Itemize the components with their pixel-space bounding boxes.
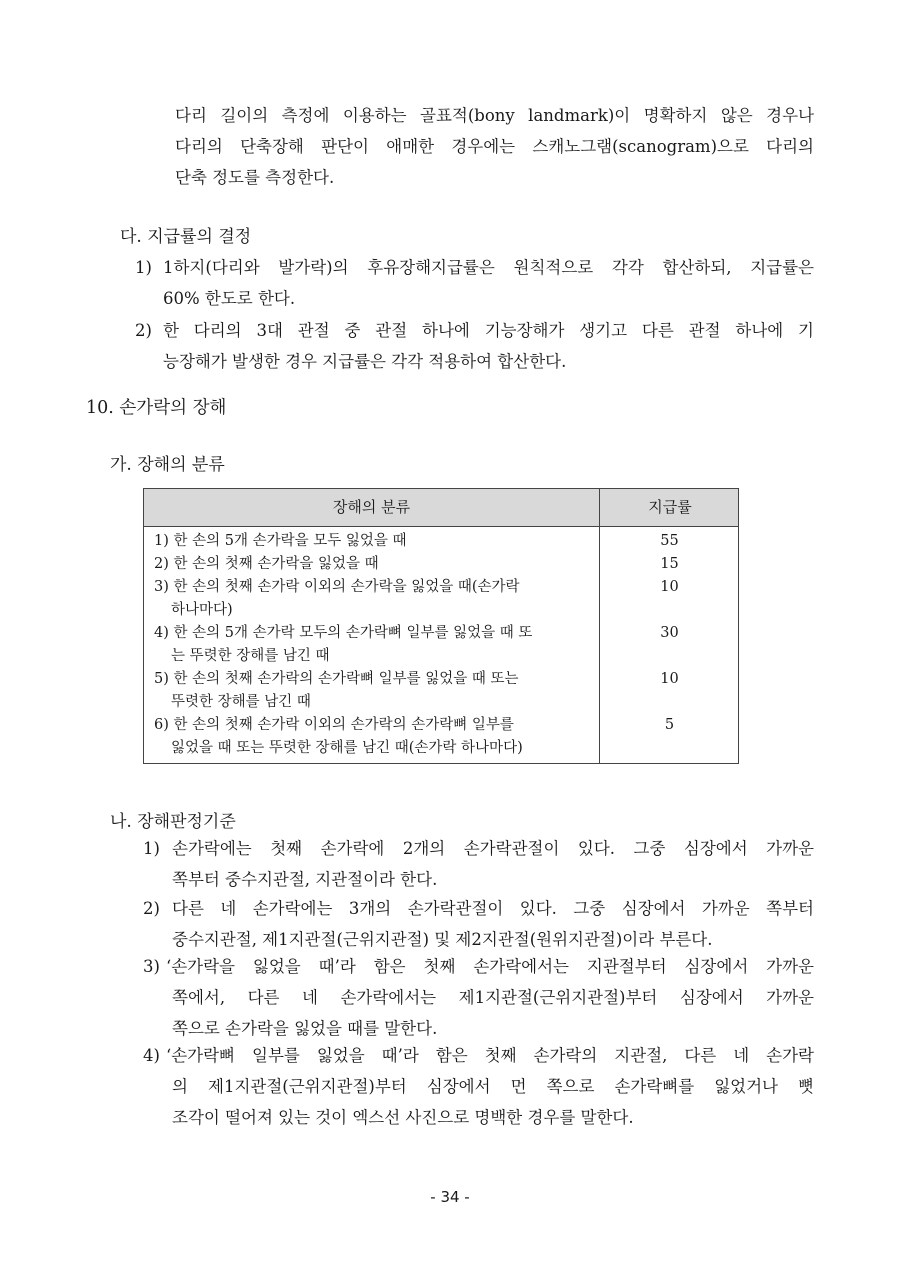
intro-paragraph (175, 100, 814, 193)
item-line: 한 다리의 3대 관절 중 관절 하나에 기능장해가 생기고 다른 관절 하나에 기 (163, 321, 814, 340)
intro-line: 다리 길이의 측정에 이용하는 골표적(bony landmark)이 명확하지 않은 경우나 (175, 106, 814, 125)
row-line: 2) 한 손의 첫째 손가락을 잃었을 때 (154, 556, 379, 572)
intro-line: 단축 정도를 측정한다. (175, 168, 335, 187)
section-na-item (172, 893, 814, 955)
section-na-item (166, 951, 814, 1044)
section-na-item-num: 2) (143, 899, 160, 918)
table-row (144, 553, 738, 576)
row-line: 4) 한 손의 5개 손가락 모두의 손가락뼈 일부를 잃었을 때 또 (154, 625, 533, 641)
section-da-item (163, 252, 814, 314)
section-na-item-num: 1) (143, 839, 160, 858)
table-row (144, 576, 738, 622)
item-line: 중수지관절, 제1지관절(근위지관절) 및 제2지관절(원위지관절)이라 부른다. (172, 930, 713, 949)
row-line: 뚜렷한 장해를 남긴 때 (171, 694, 311, 710)
row-description (154, 530, 596, 553)
table-row (144, 530, 738, 553)
classification-table (143, 488, 739, 764)
section-da-item (163, 315, 814, 377)
item-line: 쪽부터 중수지관절, 지관절이라 한다. (172, 870, 438, 889)
section-da-item-num: 1) (135, 258, 152, 277)
item-line: 60% 한도로 한다. (163, 289, 296, 308)
row-line: 하나마다) (171, 602, 233, 618)
table-row (144, 622, 738, 668)
row-line: 잃었을 때 또는 뚜렷한 장해를 남긴 때(손가락 하나마다) (171, 740, 523, 756)
row-rate: 55 (660, 533, 679, 549)
section-na-item-num: 4) (143, 1046, 160, 1065)
section-ga-heading: 가. 장해의 분류 (110, 455, 225, 475)
item-line: 의 제1지관절(근위지관절)부터 심장에서 먼 쪽으로 손가락뼈를 잃었거나 뼛 (172, 1077, 814, 1096)
table-row (144, 668, 738, 714)
page-number: - 34 - (430, 1188, 470, 1206)
section-na-item-num: 3) (143, 957, 160, 976)
section-na-item (166, 1040, 814, 1133)
item-line: ‘손가락을 잃었을 때’라 함은 첫째 손가락에서는 지관절부터 심장에서 가까운 (166, 957, 814, 976)
row-description (154, 668, 596, 714)
row-rate: 15 (660, 556, 679, 572)
section-na-item (172, 833, 814, 895)
item-line: 능장해가 발생한 경우 지급률은 각각 적용하여 합산한다. (163, 352, 567, 371)
table-body (144, 526, 738, 760)
item-line: 손가락에는 첫째 손가락에 2개의 손가락관절이 있다. 그중 심장에서 가까운 (172, 839, 814, 858)
item-line: 조각이 떨어져 있는 것이 엑스선 사진으로 명백한 경우를 말한다. (172, 1108, 634, 1127)
section-da-item-num: 2) (135, 321, 152, 340)
section-da-heading: 다. 지급률의 결정 (120, 227, 252, 247)
item-line: 1하지(다리와 발가락)의 후유장해지급률은 원칙적으로 각각 합산하되, 지급률은 (163, 258, 814, 277)
row-description (154, 622, 596, 668)
intro-line: 다리의 단축장해 판단이 애매한 경우에는 스캐노그램(scanogram)으로 다리의 (175, 137, 814, 156)
row-rate: 5 (664, 717, 675, 733)
row-description (154, 714, 596, 760)
row-description (154, 576, 596, 622)
item-line: 다른 네 손가락에는 3개의 손가락관절이 있다. 그중 심장에서 가까운 쪽부터 (172, 899, 814, 918)
item-line: 쪽에서, 다른 네 손가락에서는 제1지관절(근위지관절)부터 심장에서 가까운 (172, 988, 814, 1007)
row-description (154, 553, 596, 576)
row-rate: 30 (660, 625, 679, 641)
table-header-classification: 장해의 분류 (332, 498, 411, 516)
table-header-rate: 지급률 (648, 498, 692, 516)
item-line: ‘손가락뼈 일부를 잃었을 때’라 함은 첫째 손가락의 지관절, 다른 네 손가락 (166, 1046, 814, 1065)
row-line: 1) 한 손의 5개 손가락을 모두 잃었을 때 (154, 533, 407, 549)
section-10-heading: 10. 손가락의 장해 (86, 398, 227, 418)
row-line: 5) 한 손의 첫째 손가락의 손가락뼈 일부를 잃었을 때 또는 (154, 671, 519, 687)
row-line: 6) 한 손의 첫째 손가락 이외의 손가락의 손가락뼈 일부를 (154, 717, 514, 733)
item-line: 쪽으로 손가락을 잃었을 때를 말한다. (172, 1019, 438, 1038)
row-line: 는 뚜렷한 장해를 남긴 때 (171, 648, 330, 664)
row-rate: 10 (660, 671, 679, 687)
row-rate: 10 (660, 579, 679, 595)
row-line: 3) 한 손의 첫째 손가락 이외의 손가락을 잃었을 때(손가락 (154, 579, 520, 595)
table-row (144, 714, 738, 760)
section-na-heading: 나. 장해판정기준 (110, 812, 236, 832)
